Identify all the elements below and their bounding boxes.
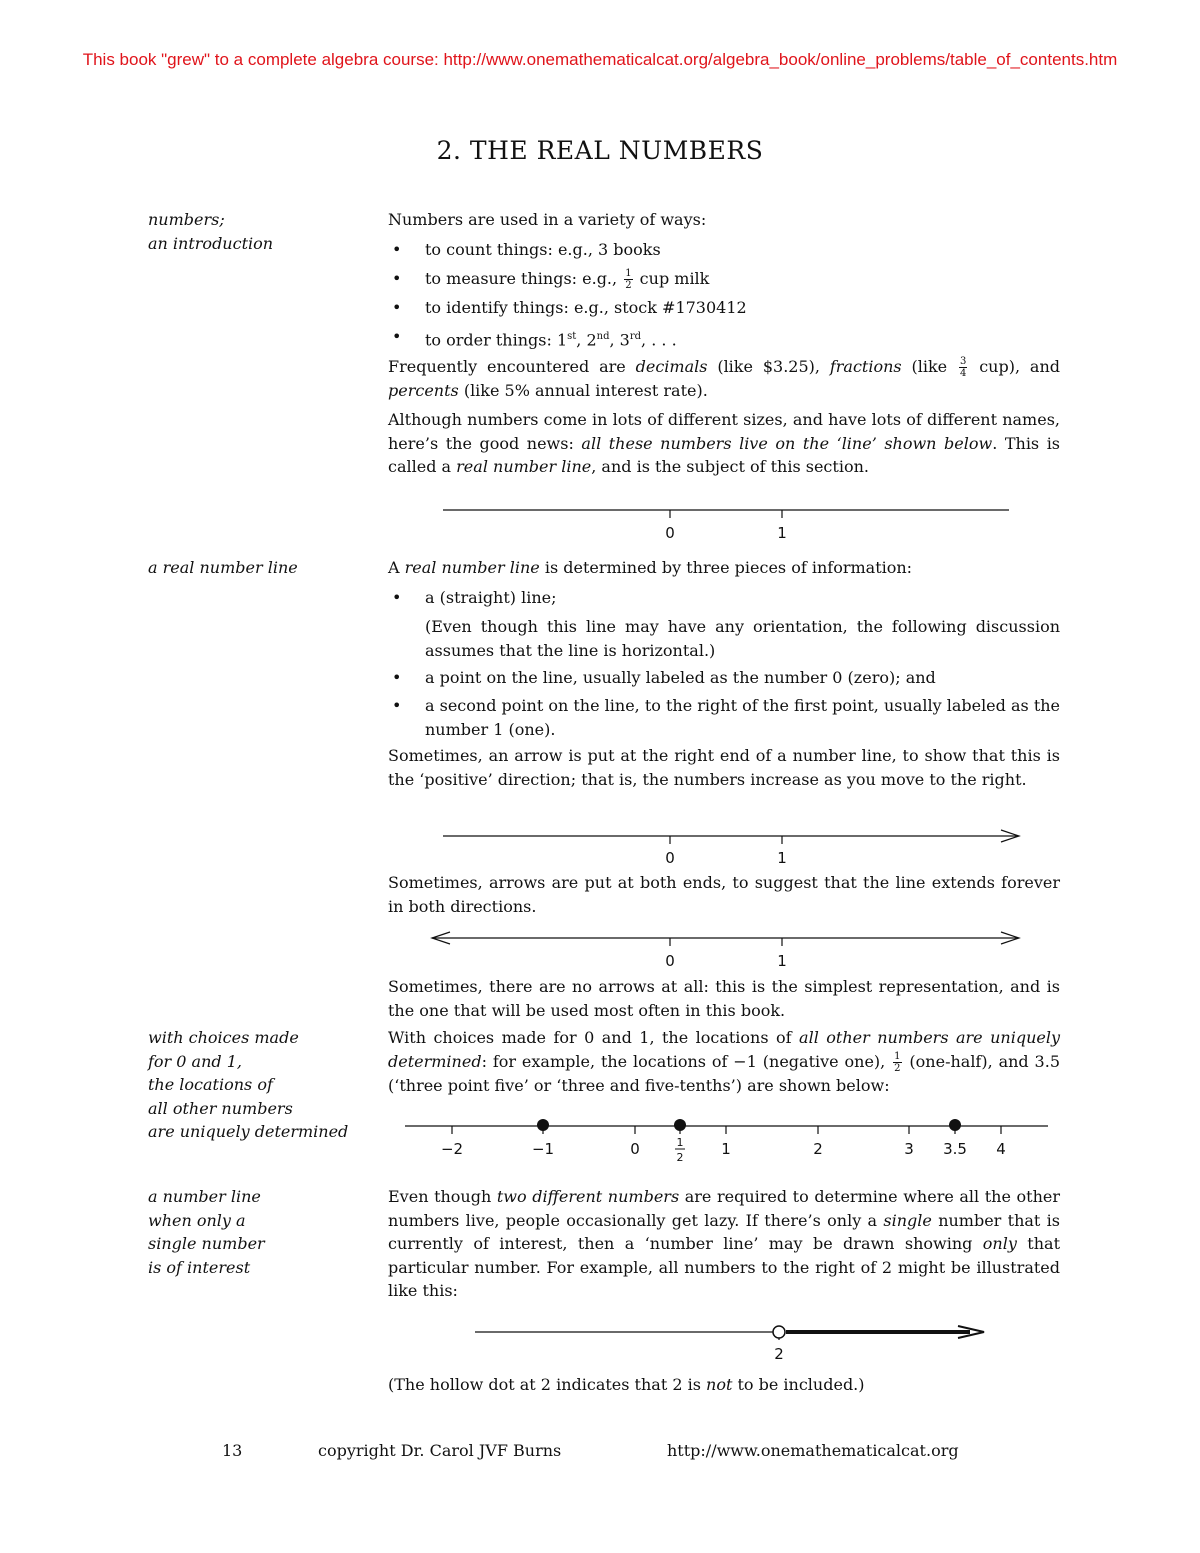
- fraction-three-quarters: $\frac{3}{4}$: [959, 356, 967, 379]
- although-paragraph: Although numbers come in lots of different sizes, and have lots of different names, here’s the good news: all these numbers live on the ‘line’ shown below. This is called a real number line, and is the subject of this section.: [388, 410, 1061, 476]
- fraction-half-inline: $\frac{1}{2}$: [894, 1050, 901, 1074]
- no-arrows-paragraph: Sometimes, there are no arrows at all: this is the simplest representation, and is the one that will be used most often in this book.: [388, 977, 1060, 1020]
- frequently-paragraph: Frequently encountered are decimals (like $3.25), fractions (like $\frac{3}{4}$ cup), and percents (like 5% annual interest rate).: [388, 356, 1060, 400]
- tick-label: 1: [777, 849, 787, 867]
- tick-label: 1: [777, 952, 787, 970]
- tick-label: 0: [665, 952, 675, 970]
- tick-label: 0: [630, 1140, 640, 1158]
- tick-label: 4: [996, 1140, 1006, 1158]
- tick-label: 3.5: [943, 1140, 967, 1158]
- solid-dot-one-half-icon: [674, 1119, 686, 1131]
- margin-note-real-line: a real number line: [148, 558, 298, 577]
- tick-label: −2: [440, 1140, 464, 1158]
- number-line-greater-than-two: [475, 1326, 984, 1340]
- hollow-dot-note: (The hollow dot at 2 indicates that 2 is not to be included.): [388, 1375, 865, 1394]
- arrow-right-paragraph: Sometimes, an arrow is put at the right end of a number line, to show that this is the ‘positive’ direction; that is, the numbers increase as you move to the right.: [388, 746, 1060, 789]
- solid-dot-negative-one-icon: [537, 1119, 549, 1131]
- tick-label: 2: [813, 1140, 823, 1158]
- solid-dot-three-point-five-icon: [949, 1119, 961, 1131]
- number-line-right-arrow: [443, 830, 1019, 844]
- page-title: 2. THE REAL NUMBERS: [436, 136, 764, 165]
- margin-note-choices: with choices made for 0 and 1, the locations of all other numbers are uniquely determined: [148, 1028, 349, 1141]
- fraction-half: $\frac{1}{2}$: [625, 268, 632, 291]
- real-line-lead: A real number line is determined by three pieces of information:: [388, 558, 913, 577]
- margin-note-single: a number line when only a single number is of interest: [148, 1187, 265, 1277]
- page-number: 13: [222, 1441, 243, 1460]
- hollow-dot-two-icon: [773, 1326, 785, 1338]
- tick-label: 0: [665, 849, 675, 867]
- tick-label: 1: [721, 1140, 731, 1158]
- tick-label: 1: [777, 524, 787, 542]
- tick-label: 0: [665, 524, 675, 542]
- number-line-both-arrows: [432, 932, 1019, 946]
- tick-label-half-denominator: 2: [676, 1151, 684, 1164]
- intro-lead: Numbers are used in a variety of ways:: [388, 210, 707, 229]
- choices-paragraph: With choices made for 0 and 1, the locations of all other numbers are uniquely determined: for example, the locations of −1 (negative one), $\frac{1}{2}$ (one-half), and 3.5 (‘three point five’ or ‘three and five-tenths’) are shown below:: [388, 1028, 1060, 1095]
- copyright: copyright Dr. Carol JVF Burns: [318, 1441, 562, 1460]
- number-line-plain: [443, 510, 1009, 518]
- single-paragraph: Even though two different numbers are required to determine where all the other numbers live, people occasionally get lazy. If there’s only a single number that is currently of interest, then a ‘number line’ may be drawn showing only that particular number. For example, all numbers to the right of 2 might be illustrated like this:: [388, 1187, 1060, 1300]
- arrow-both-paragraph: Sometimes, arrows are put at both ends, to suggest that the line extends forever in both directions.: [388, 873, 1060, 916]
- tick-label: 2: [774, 1345, 784, 1363]
- footer-url[interactable]: http://www.onemathematicalcat.org: [667, 1441, 959, 1460]
- margin-note-intro: numbers; an introduction: [148, 210, 274, 253]
- tick-label: −1: [531, 1140, 555, 1158]
- tick-label-half-numerator: 1: [676, 1136, 684, 1149]
- tick-label: 3: [904, 1140, 914, 1158]
- top-banner-link[interactable]: This book "grew" to a complete algebra course: http://www.onemathematicalcat.org/algebra_book/online_problems/table_of_contents.htm: [82, 50, 1118, 69]
